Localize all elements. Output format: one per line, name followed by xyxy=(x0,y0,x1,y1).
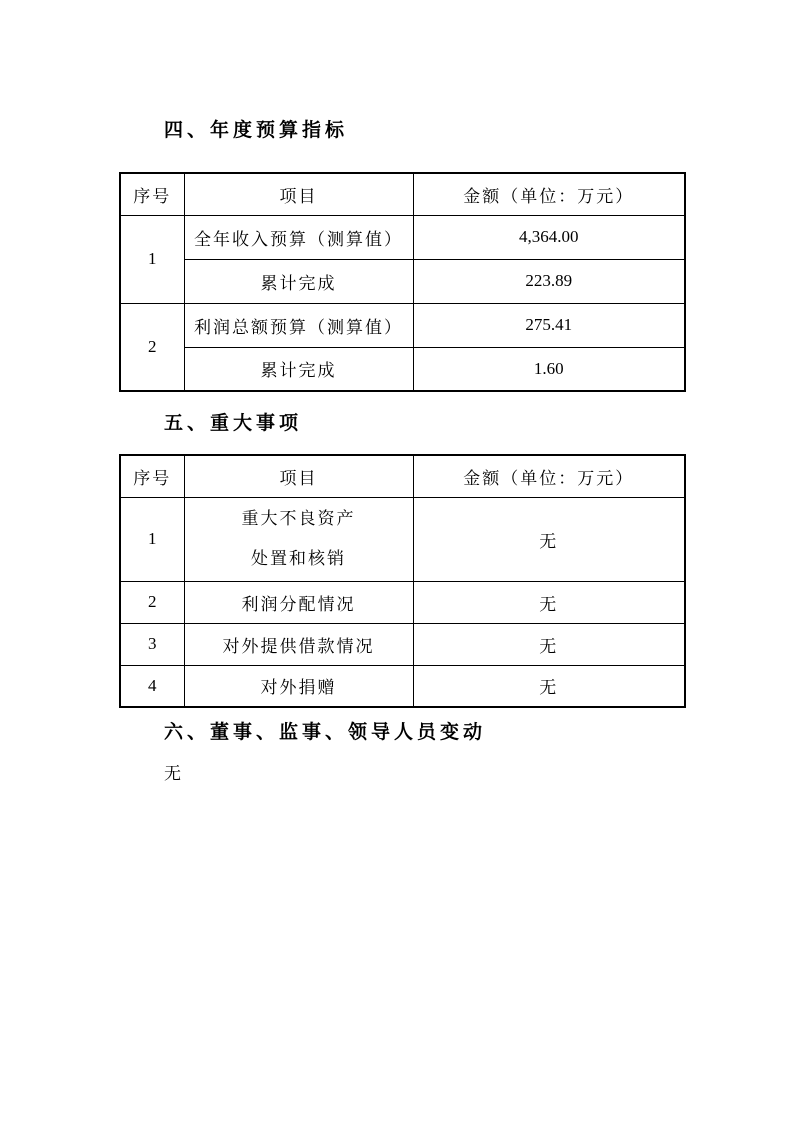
major-col-header-no: 序号 xyxy=(120,455,184,497)
section-heading-personnel: 六、董事、监事、领导人员变动 xyxy=(164,722,487,743)
section-heading-major-matters: 五、重大事项 xyxy=(164,413,303,434)
section-heading-budget: 四、年度预算指标 xyxy=(164,120,349,141)
major-row-4-number: 4 xyxy=(120,665,184,707)
major-row-3-number: 3 xyxy=(120,623,184,665)
major-row-2-label: 利润分配情况 xyxy=(184,581,413,623)
budget-col-header-no: 序号 xyxy=(120,173,184,215)
major-row-2 xyxy=(120,581,685,623)
budget-row-1a-label: 全年收入预算（测算值） xyxy=(184,215,413,259)
major-row-3 xyxy=(120,623,685,665)
budget-row-1b xyxy=(120,259,685,303)
budget-row-2b-label: 累计完成 xyxy=(184,347,413,391)
budget-row-2a-value: 275.41 xyxy=(413,303,685,347)
major-row-1-label-line2: 处置和核销 xyxy=(251,549,346,568)
budget-row-1b-value: 223.89 xyxy=(413,259,685,303)
major-table-header-row xyxy=(120,455,685,497)
major-row-4-label: 对外捐赠 xyxy=(184,665,413,707)
major-col-header-amount: 金额（单位：万元） xyxy=(413,455,685,497)
major-row-1-value: 无 xyxy=(413,497,685,581)
major-matters-table xyxy=(119,454,686,708)
major-row-2-number: 2 xyxy=(120,581,184,623)
budget-row-1a xyxy=(120,215,685,259)
budget-row-1a-value: 4,364.00 xyxy=(413,215,685,259)
budget-row-2b-value: 1.60 xyxy=(413,347,685,391)
major-col-header-item: 项目 xyxy=(184,455,413,497)
budget-table xyxy=(119,172,686,392)
budget-row-2a-label: 利润总额预算（测算值） xyxy=(184,303,413,347)
budget-row-1-number: 1 xyxy=(120,215,184,303)
major-row-1-label xyxy=(184,497,413,581)
major-row-2-value: 无 xyxy=(413,581,685,623)
major-row-1-label-line1: 重大不良资产 xyxy=(241,509,356,528)
budget-row-2b xyxy=(120,347,685,391)
budget-table-header-row xyxy=(120,173,685,215)
budget-col-header-amount: 金额（单位：万元） xyxy=(413,173,685,215)
major-row-4-value: 无 xyxy=(413,665,685,707)
budget-col-header-item: 项目 xyxy=(184,173,413,215)
major-row-1 xyxy=(120,497,685,581)
major-row-1-number: 1 xyxy=(120,497,184,581)
major-row-3-value: 无 xyxy=(413,623,685,665)
budget-row-2a xyxy=(120,303,685,347)
major-row-4 xyxy=(120,665,685,707)
personnel-body-text: 无 xyxy=(164,764,181,783)
major-row-3-label: 对外提供借款情况 xyxy=(184,623,413,665)
budget-row-1b-label: 累计完成 xyxy=(184,259,413,303)
budget-row-2-number: 2 xyxy=(120,303,184,391)
